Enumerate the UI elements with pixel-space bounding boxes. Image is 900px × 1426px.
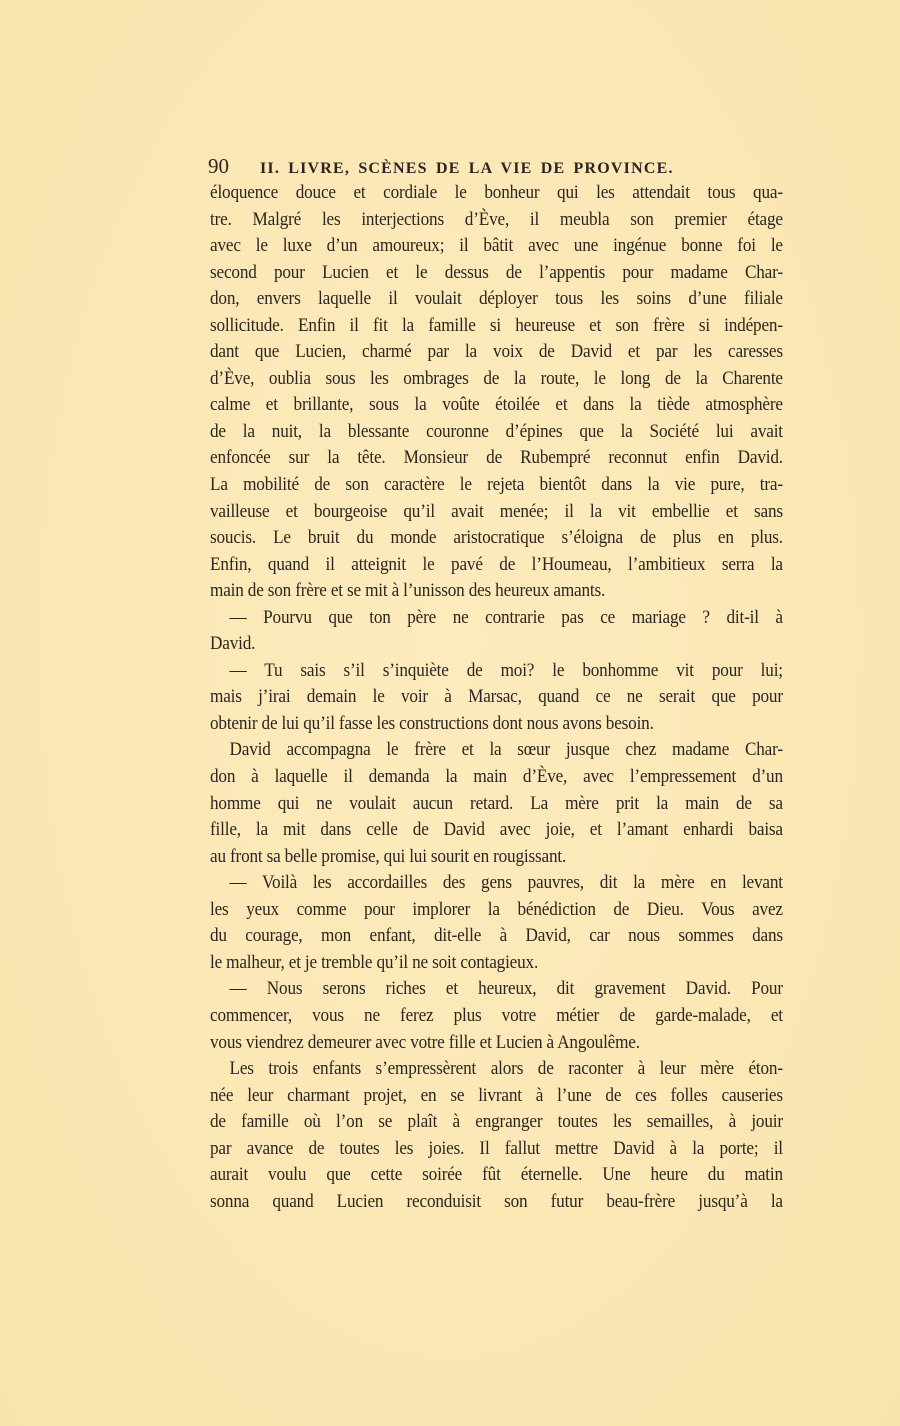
text-line: homme qui ne voulait aucun retard. La mère prit la main de sa [210, 793, 783, 814]
text-line: Enfin, quand il atteignit le pavé de l’Houmeau, l’ambitieux serra la [210, 554, 783, 575]
text-line: les yeux comme pour implorer la bénédiction de Dieu. Vous avez [210, 899, 783, 920]
text-line: second pour Lucien et le dessus de l’appentis pour madame Char- [210, 262, 783, 283]
text-line: sonna quand Lucien reconduisit son futur beau-frère jusqu’à la [210, 1191, 783, 1212]
text-line: de la nuit, la blessante couronne d’épines que la Société lui avait [210, 421, 783, 442]
text-line: vous viendrez demeurer avec votre fille et Lucien à Angoulême. [210, 1032, 640, 1053]
text-line: mais j’irai demain le voir à Marsac, quand ce ne serait que pour [210, 687, 783, 708]
text-line: au front sa belle promise, qui lui sourit en rougissant. [210, 846, 567, 867]
text-line: enfoncée sur la tête. Monsieur de Rubempré reconnut enfin David. [210, 448, 783, 469]
text-line: calme et brillante, sous la voûte étoilée et dans la tiède atmosphère [210, 395, 783, 416]
text-line: Les trois enfants s’empressèrent alors de raconter à leur mère éton- [229, 1059, 783, 1080]
text-line: commencer, vous ne ferez plus votre métier de garde-malade, et [210, 1005, 783, 1026]
text-line: don à laquelle il demanda la main d’Ève, avec l’empressement d’un [210, 767, 783, 788]
text-line: par avance de toutes les joies. Il fallut mettre David à la porte; il [210, 1138, 783, 1159]
text-line: — Pourvu que ton père ne contrarie pas ce mariage ? dit-il à [229, 607, 783, 628]
text-line: main de son frère et se mit à l’unisson des heureux amants. [210, 581, 606, 602]
text-line: — Tu sais s’il s’inquiète de moi? le bonhomme vit pour lui; [229, 660, 783, 681]
text-line: de famille où l’on se plaît à engranger toutes les semailles, à jouir [210, 1112, 783, 1133]
text-line: don, envers laquelle il voulait déployer tous les soins d’une filiale [210, 289, 783, 310]
text-line: vailleuse et bourgeoise qu’il avait menée; il la vit embellie et sans [210, 501, 783, 522]
text-line: née leur charmant projet, en se livrant à l’une de ces folles causeries [210, 1085, 783, 1106]
text-line: dant que Lucien, charmé par la voix de David et par les caresses [210, 342, 783, 363]
text-line: David accompagna le frère et la sœur jusque chez madame Char- [229, 740, 783, 761]
body-text [210, 180, 783, 1215]
text-line: éloquence douce et cordiale le bonheur qui les attendait tous qua- [210, 183, 783, 203]
text-line: La mobilité de son caractère le rejeta bientôt dans la vie pure, tra- [210, 475, 783, 496]
text-line: sollicitude. Enfin il fit la famille si heureuse et son frère si indépen- [210, 315, 783, 336]
text-line: David. [210, 634, 256, 655]
running-title: II. LIVRE, SCÈNES DE LA VIE DE PROVINCE. [260, 160, 674, 177]
text-line: fille, la mit dans celle de David avec joie, et l’amant enhardi baisa [210, 820, 783, 841]
text-line: obtenir de lui qu’il fasse les constructions dont nous avons besoin. [210, 713, 654, 734]
page-number: 90 [208, 154, 229, 178]
text-line: le malheur, et je tremble qu’il ne soit contagieux. [210, 952, 539, 973]
text-line: — Nous serons riches et heureux, dit gravement David. Pour [229, 979, 783, 1000]
text-line: du courage, mon enfant, dit-elle à David, car nous sommes dans [210, 926, 783, 947]
running-header [208, 153, 784, 182]
text-line: tre. Malgré les interjections d’Ève, il meubla son premier étage [210, 209, 783, 230]
text-line: avec le luxe d’un amoureux; il bâtit avec une ingénue bonne foi le [210, 236, 783, 257]
text-line: soucis. Le bruit du monde aristocratique s’éloigna de plus en plus. [210, 528, 783, 549]
text-line: — Voilà les accordailles des gens pauvres, dit la mère en levant [229, 873, 783, 894]
text-line: d’Ève, oublia sous les ombrages de la route, le long de la Charente [210, 368, 783, 389]
text-line: aurait voulu que cette soirée fût éternelle. Une heure du matin [210, 1165, 783, 1186]
